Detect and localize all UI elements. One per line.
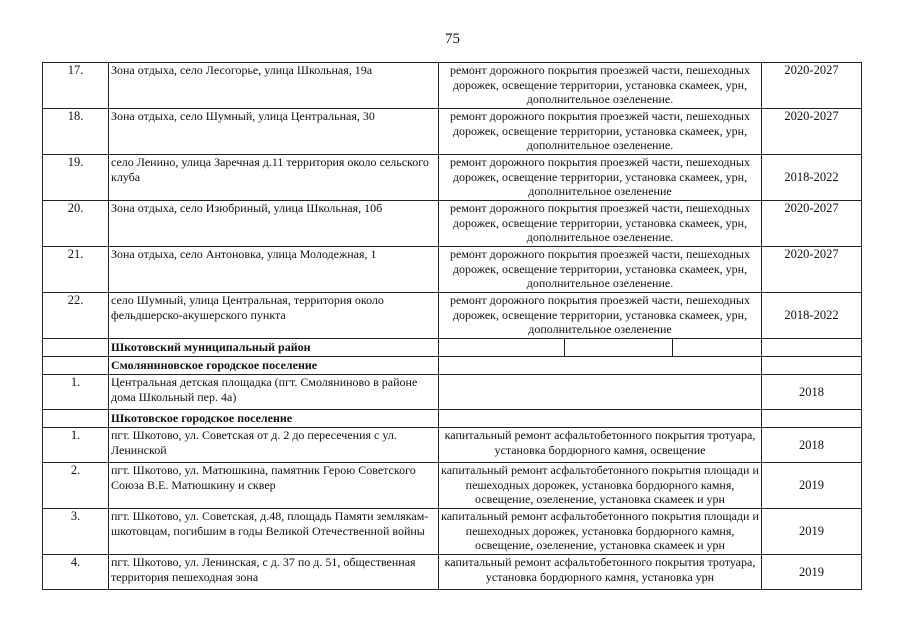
cell-divider: [672, 339, 673, 356]
row-number: 21.: [43, 247, 109, 293]
territory-address: пгт. Шкотово, ул. Матюшкина, памятник Герою Советского Союза В.Е. Матюшкину и сквер: [109, 463, 439, 509]
table-row: [43, 293, 862, 339]
territory-address: Зона отдыха, село Шумный, улица Центральная, 30: [109, 109, 439, 155]
cell-divider: [564, 339, 565, 356]
implementation-years: 2020-2027: [762, 201, 862, 247]
row-number: 2.: [43, 463, 109, 509]
table-row: [43, 555, 862, 590]
work-description: ремонт дорожного покрытия проезжей части, пешеходных дорожек, освещение территории, установка скамеек, урн, дополнительное озеленение: [439, 155, 762, 201]
row-number: 20.: [43, 201, 109, 247]
work-description: капитальный ремонт асфальтобетонного покрытия площади и пешеходных дорожек, установка бордюрного камня, освещение, озеленение, установка скамеек и урн: [439, 509, 762, 555]
table-row: [43, 509, 862, 555]
work-description: ремонт дорожного покрытия проезжей части, пешеходных дорожек, освещение территории, установка скамеек, урн, дополнительное озеленение.: [439, 247, 762, 293]
work-description: капитальный ремонт асфальтобетонного покрытия тротуара, установка бордюрного камня, установка урн: [439, 555, 762, 590]
territories-table: [42, 62, 862, 590]
row-number: 4.: [43, 555, 109, 590]
implementation-years: 2020-2027: [762, 109, 862, 155]
table-row: [43, 463, 862, 509]
territory-address: Зона отдыха, село Лесогорье, улица Школьная, 19а: [109, 63, 439, 109]
implementation-years: 2019: [762, 463, 862, 509]
page-number: 75: [445, 31, 460, 47]
territory-address: село Шумный, улица Центральная, территория около фельдшерско-акушерского пункта: [109, 293, 439, 339]
territory-address: Центральная детская площадка (пгт. Смоляниново в районе дома Школьный пер. 4а): [109, 375, 439, 410]
section-row: [43, 357, 862, 375]
work-description: ремонт дорожного покрытия проезжей части, пешеходных дорожек, освещение территории, установка скамеек, урн, дополнительное озеленение.: [439, 63, 762, 109]
territory-address: Зона отдыха, село Изюбриный, улица Школьная, 10б: [109, 201, 439, 247]
territory-address: пгт. Шкотово, ул. Советская от д. 2 до пересечения с ул. Ленинской: [109, 428, 439, 463]
implementation-years: 2019: [762, 555, 862, 590]
work-description: ремонт дорожного покрытия проезжей части, пешеходных дорожек, освещение территории, установка скамеек, урн, дополнительное озеленение.: [439, 109, 762, 155]
work-description: капитальный ремонт асфальтобетонного покрытия площади и пешеходных дорожек, установка бордюрного камня, освещение, озеленение, установка скамеек и урн: [439, 463, 762, 509]
section-year-cell: [762, 357, 862, 375]
row-number: 1.: [43, 375, 109, 410]
implementation-years: 2018: [762, 428, 862, 463]
table-row: [43, 63, 862, 109]
row-number: 1.: [43, 428, 109, 463]
implementation-years: 2020-2027: [762, 63, 862, 109]
section-num-cell: [43, 357, 109, 375]
table-row: [43, 155, 862, 201]
section-year-cell: [762, 339, 862, 357]
territory-address: село Ленино, улица Заречная д.11 территория около сельского клуба: [109, 155, 439, 201]
section-work-cell: [439, 357, 762, 375]
row-number: 3.: [43, 509, 109, 555]
territory-address: Зона отдыха, село Антоновка, улица Молодежная, 1: [109, 247, 439, 293]
implementation-years: 2018: [762, 375, 862, 410]
section-num-cell: [43, 339, 109, 357]
table-row: [43, 428, 862, 463]
territory-address: пгт. Шкотово, ул. Ленинская, с д. 37 по д. 51, общественная территория пешеходная зона: [109, 555, 439, 590]
table-row: [43, 247, 862, 293]
section-row: [43, 410, 862, 428]
table-row: [43, 375, 862, 410]
table-row: [43, 109, 862, 155]
work-description: ремонт дорожного покрытия проезжей части, пешеходных дорожек, освещение территории, установка скамеек, урн, дополнительное озеленение: [439, 293, 762, 339]
section-work-cell: [439, 410, 762, 428]
implementation-years: 2020-2027: [762, 247, 862, 293]
row-number: 18.: [43, 109, 109, 155]
work-description: капитальный ремонт асфальтобетонного покрытия тротуара, установка бордюрного камня, освещение: [439, 428, 762, 463]
section-title: Шкотовский муниципальный район: [109, 339, 439, 357]
work-description: [439, 375, 762, 410]
section-num-cell: [43, 410, 109, 428]
implementation-years: 2019: [762, 509, 862, 555]
section-row: [43, 339, 862, 357]
section-year-cell: [762, 410, 862, 428]
territory-address: пгт. Шкотово, ул. Советская, д.48, площадь Памяти землякам-шкотовцам, погибшим в годы Великой Отечественной войны: [109, 509, 439, 555]
implementation-years: 2018-2022: [762, 155, 862, 201]
implementation-years: 2018-2022: [762, 293, 862, 339]
row-number: 22.: [43, 293, 109, 339]
work-description: ремонт дорожного покрытия проезжей части, пешеходных дорожек, освещение территории, установка скамеек, урн, дополнительное озеленение.: [439, 201, 762, 247]
section-title: Смоляниновское городское поселение: [109, 357, 439, 375]
row-number: 19.: [43, 155, 109, 201]
section-work-cell: [439, 339, 762, 357]
section-title: Шкотовское городское поселение: [109, 410, 439, 428]
row-number: 17.: [43, 63, 109, 109]
table-row: [43, 201, 862, 247]
